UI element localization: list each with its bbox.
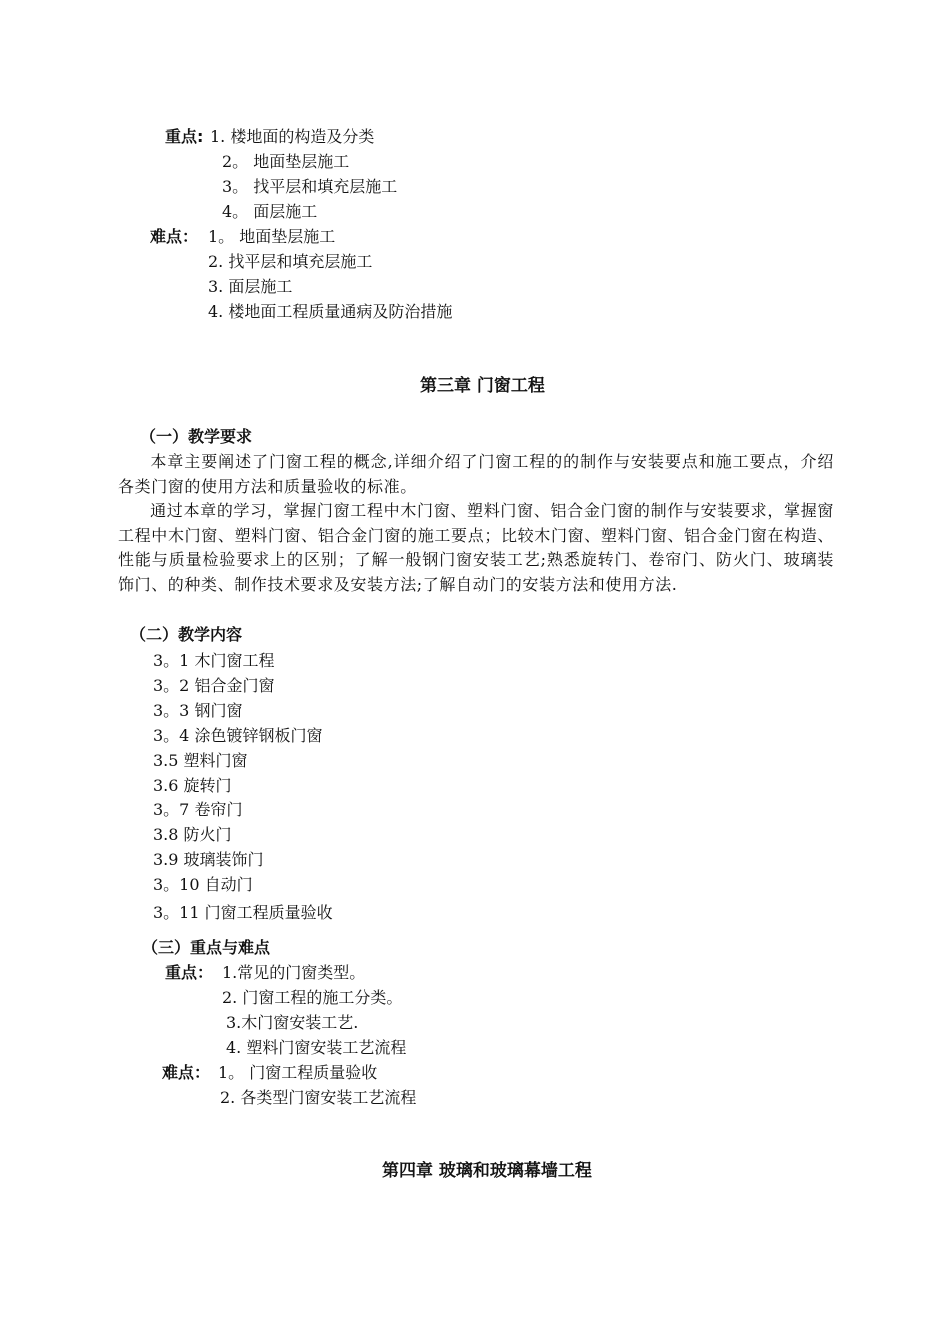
chapter-title: 第四章 玻璃和玻璃幕墙工程 (382, 1161, 592, 1181)
key-point-item: 1. 楼地面的构造及分类 (210, 127, 375, 146)
difficult-point-item: 1。 门窗工程质量验收 (218, 1063, 378, 1082)
content-item: 3.5 塑料门窗 (153, 751, 248, 770)
section-heading: （三）重点与难点 (142, 938, 271, 957)
content-item: 3。4 涂色镀锌钢板门窗 (153, 726, 323, 745)
paragraph (118, 499, 834, 597)
content-item: 3。10 自动门 (153, 875, 253, 894)
chapter-title: 第三章 门窗工程 (420, 376, 545, 396)
section-heading: （二）教学内容 (130, 625, 243, 644)
paragraph-text: 本章主要阐述了门窗工程的概念,详细介绍了门窗工程的的制作与安装要点和施工要点，介绍各类门窗的使用方法和质量验收的标准。 (118, 452, 834, 496)
key-points-label: 重点： (165, 963, 214, 982)
difficult-point-item: 2. 各类型门窗安装工艺流程 (220, 1088, 417, 1107)
content-item: 3。11 门窗工程质量验收 (153, 903, 333, 922)
key-point-item: 4. 塑料门窗安装工艺流程 (226, 1038, 407, 1057)
content-item: 3。2 铝合金门窗 (153, 676, 275, 695)
key-point-item: 3。 找平层和填充层施工 (222, 177, 398, 196)
paragraph (118, 450, 834, 499)
difficult-point-item: 1。 地面垫层施工 (208, 227, 336, 246)
difficult-point-item: 3. 面层施工 (208, 277, 293, 296)
content-item: 3.6 旋转门 (153, 776, 232, 795)
content-item: 3.9 玻璃装饰门 (153, 850, 264, 869)
paragraph-text: 通过本章的学习，掌握门窗工程中木门窗、塑料门窗、铝合金门窗的制作与安装要求，掌握窗工程中木门窗、塑料门窗、铝合金门窗的施工要点；比较木门窗、塑料门窗、铝合金门窗在构造、性能与质量检验要求上的区别；了解一般钢门窗安装工艺;熟悉旋转门、卷帘门、防火门、玻璃装饰门、的种类、制作技术要求及安装方法;了解自动门的安装方法和使用方法. (118, 501, 834, 594)
key-points-label: 重点: (165, 127, 204, 146)
key-point-item: 3.木门窗安装工艺. (226, 1013, 359, 1032)
key-point-item: 2. 门窗工程的施工分类。 (222, 988, 403, 1007)
key-point-item: 2。 地面垫层施工 (222, 152, 350, 171)
content-item: 3.8 防火门 (153, 825, 232, 844)
content-item: 3。7 卷帘门 (153, 800, 243, 819)
difficult-points-label: 难点： (150, 227, 199, 246)
difficult-point-item: 2. 找平层和填充层施工 (208, 252, 373, 271)
difficult-points-label: 难点： (162, 1063, 211, 1082)
key-point-item: 4。 面层施工 (222, 202, 318, 221)
content-item: 3。1 木门窗工程 (153, 651, 275, 670)
difficult-point-item: 4. 楼地面工程质量通病及防治措施 (208, 302, 453, 321)
section-heading: （一）教学要求 (140, 427, 253, 446)
content-item: 3。3 钢门窗 (153, 701, 243, 720)
key-point-item: 1.常见的门窗类型。 (222, 963, 366, 982)
